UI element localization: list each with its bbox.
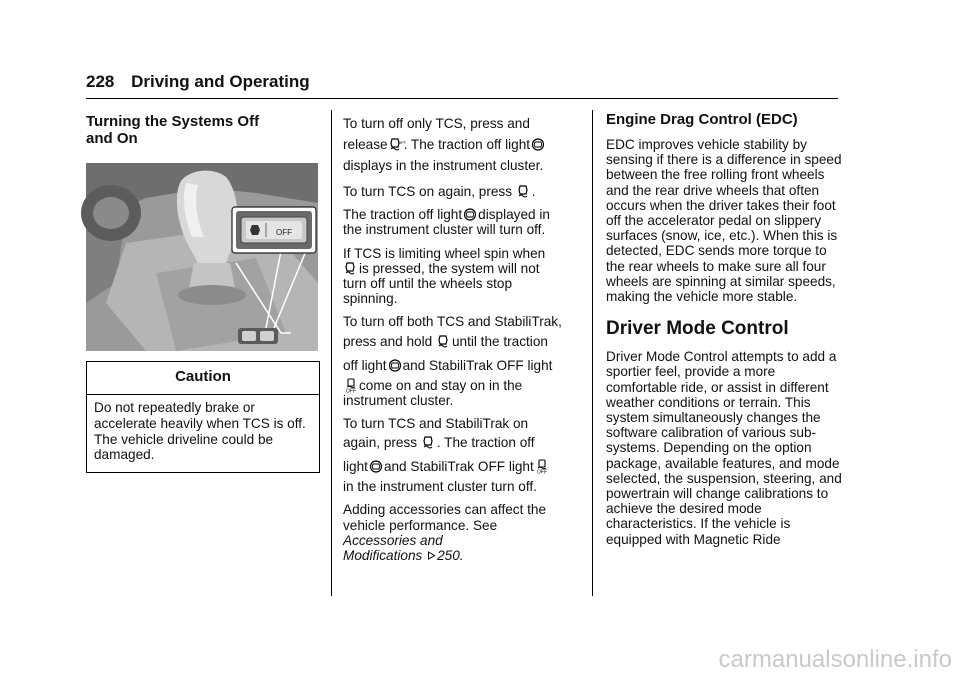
- paragraph-accessories: Adding accessories can affect the vehicle performance. See Accessories and Modifications 250.: [343, 502, 547, 564]
- stabilitrak-off-light-icon: [344, 378, 358, 393]
- traction-off-light-icon: [369, 459, 383, 474]
- caution-title: Caution: [175, 368, 231, 385]
- caution-text: Do not repeatedly brake or accelerate heavily when TCS is off. The vehicle driveline could be damaged.: [94, 400, 306, 463]
- column-1: [86, 113, 320, 147]
- paragraph-edc: EDC improves vehicle stability by sensing if there is a difference in speed between the free rolling front wheels and the rear drive wheels that often occurs when the driver takes their foot off the accelerator pedal on slippery surfaces (snow, ice, etc.). When this is detected, EDC sends more torque to the rear wheels to make sure all four wheels are spinning at similar speeds, making the vehicle more stable.: [606, 137, 842, 305]
- section-title: Driving and Operating: [131, 72, 310, 91]
- link-modifications[interactable]: Modifications: [343, 548, 423, 564]
- link-accessories[interactable]: Accessories and: [343, 532, 443, 548]
- svg-text:OFF: OFF: [346, 388, 356, 395]
- stabilitrak-off-light-icon: [535, 459, 549, 474]
- paragraph-turn-on-tcs: To turn TCS on again, press .: [343, 184, 536, 199]
- traction-control-off-button-icon: [437, 334, 451, 349]
- page-header: [86, 72, 310, 92]
- heading-edc: Engine Drag Control (EDC): [606, 111, 798, 128]
- traction-control-off-button-icon: [344, 261, 358, 276]
- section-heading-turning-off: Turning the Systems Off and On: [86, 113, 260, 147]
- column-2: [343, 113, 583, 569]
- heading-driver-mode-control: Driver Mode Control: [606, 318, 789, 340]
- photo-button-label: OFF: [276, 228, 292, 237]
- svg-text:OFF: OFF: [536, 469, 547, 476]
- paragraph-traction-light-off: The traction off light displayed in the instrument cluster will turn off.: [343, 207, 550, 238]
- page-number: 228: [86, 72, 115, 91]
- header-rule: [86, 98, 838, 99]
- page-reference-icon: [427, 548, 436, 563]
- paragraph-turn-on-both: To turn TCS and StabiliTrak on again, press . The traction off light and StabiliTrak OFF light OFF in the instrument cluster turn off.: [343, 416, 547, 495]
- paragraph-turn-off-both: To turn off both TCS and StabiliTrak, press and hold until the traction off light and StabiliTrak OFF light OFF come on and stay on in the instrument cluster.: [343, 314, 562, 408]
- traction-off-light-icon: [531, 137, 545, 152]
- caution-box: [86, 361, 320, 473]
- traction-control-off-button-icon: [389, 137, 406, 152]
- paragraph-driver-mode-control: Driver Mode Control attempts to add a sportier feel, provide a more comfortable ride, or assist in different weather conditions or terrain. This system simultaneously changes the software calibration of various sub-systems. Depending on the option package, available features, and mode selected, the suspension, steering, and powertrain will change calibrations to achieve the desired mode characteristics. If the vehicle is equipped with Magnetic Ride: [606, 349, 842, 547]
- watermark: carmanualsonline.info: [718, 646, 952, 673]
- column-divider-2: [592, 110, 593, 596]
- paragraph-limiting-spin: If TCS is limiting wheel spin when is pressed, the system will not turn off until the wheels stop spinning.: [343, 245, 546, 307]
- svg-text:OFF: OFF: [397, 140, 406, 145]
- traction-control-off-button-icon: [517, 184, 531, 199]
- traction-control-off-button-icon: [422, 435, 436, 450]
- column-divider-1: [331, 110, 332, 596]
- traction-off-light-icon: [388, 358, 402, 373]
- caution-divider: [87, 394, 319, 395]
- paragraph-turn-off-tcs: To turn off only TCS, press and release OFF . The traction off light displays in the instrument cluster.: [343, 116, 544, 173]
- column-3: [606, 111, 842, 553]
- shifter-console-illustration: [86, 163, 318, 351]
- page-reference-number[interactable]: 250.: [437, 548, 464, 564]
- traction-off-light-icon: [463, 207, 477, 222]
